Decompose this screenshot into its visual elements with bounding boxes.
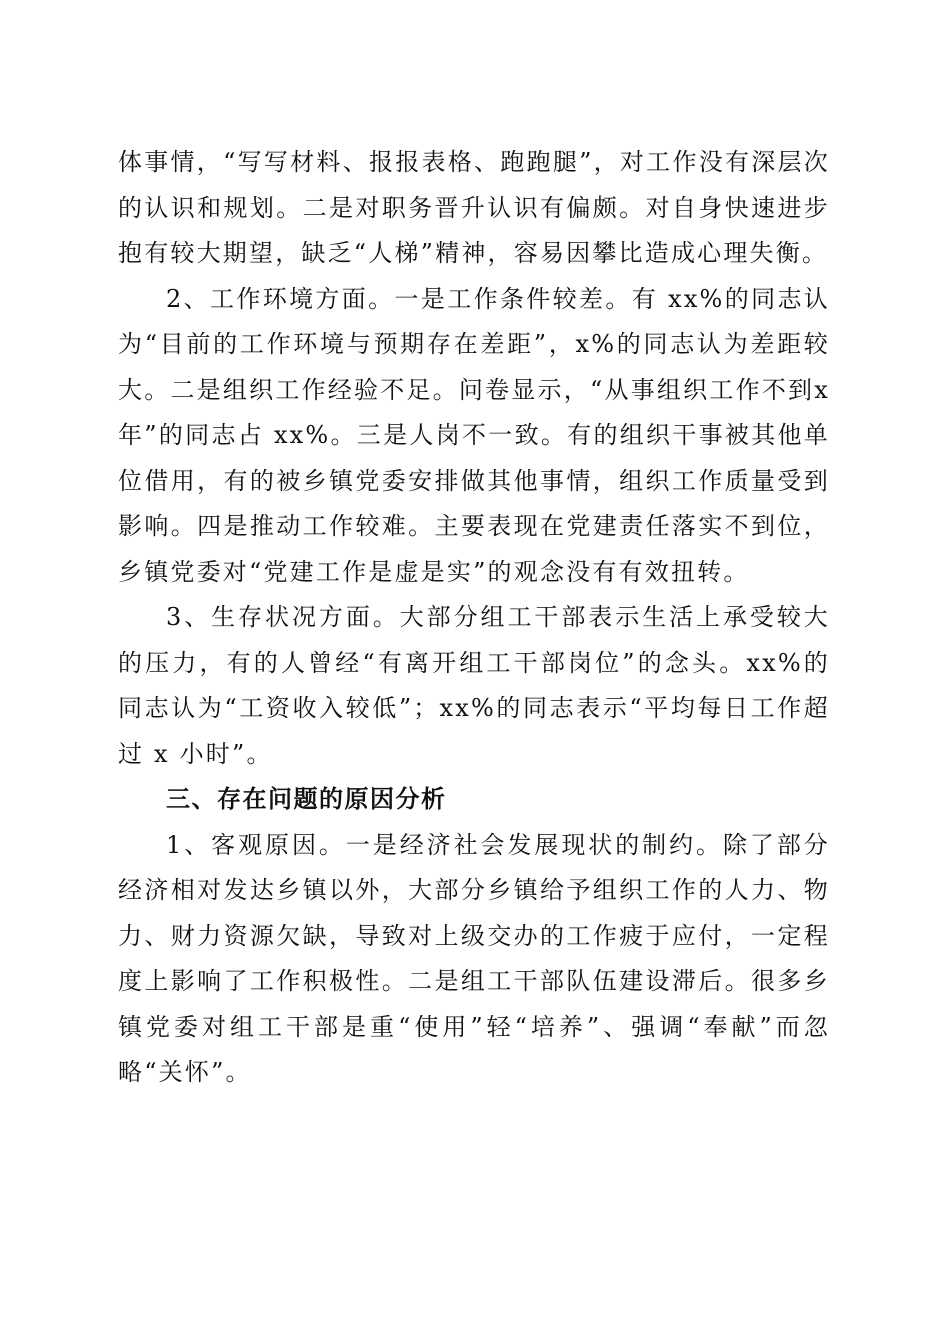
- document-body: [118, 140, 830, 1096]
- section-heading: 三、存在问题的原因分析: [166, 785, 447, 813]
- paragraph-continuation: 体事情，“写写材料、报报表格、跑跑腿”，对工作没有深层次的认识和规划。二是对职务晋升认识有偏颇。对自身快速进步抱有较大期望，缺乏“人梯”精神，容易因攀比造成心理失衡。: [118, 148, 830, 267]
- paragraph-objective-reasons: 1、客观原因。一是经济社会发展现状的制约。除了部分经济相对发达乡镇以外，大部分乡镇给予组织工作的人力、物力、财力资源欠缺，导致对上级交办的工作疲于应付，一定程度上影响了工作积极性。二是组工干部队伍建设滞后。很多乡镇党委对组工干部是重“使用”轻“培养”、强调“奉献”而忽略“关怀”。: [118, 830, 830, 1086]
- paragraph-living-conditions: 3、生存状况方面。大部分组工干部表示生活上承受较大的压力，有的人曾经“有离开组工干部岗位”的念头。xx%的同志认为“工资收入较低”；xx%的同志表示“平均每日工作超过 x 小时”。: [118, 603, 830, 768]
- paragraph-work-environment: 2、工作环境方面。一是工作条件较差。有 xx%的同志认为“目前的工作环境与预期存在差距”，x%的同志认为差距较大。二是组织工作经验不足。问卷显示，“从事组织工作不到x 年”的同志占 xx%。三是人岗不一致。有的组织干事被其他单位借用，有的被乡镇党委安排做其他事情，组织工作质量受到影响。四是推动工作较难。主要表现在党建责任落实不到位，乡镇党委对“党建工作是虚是实”的观念没有有效扭转。: [118, 284, 830, 586]
